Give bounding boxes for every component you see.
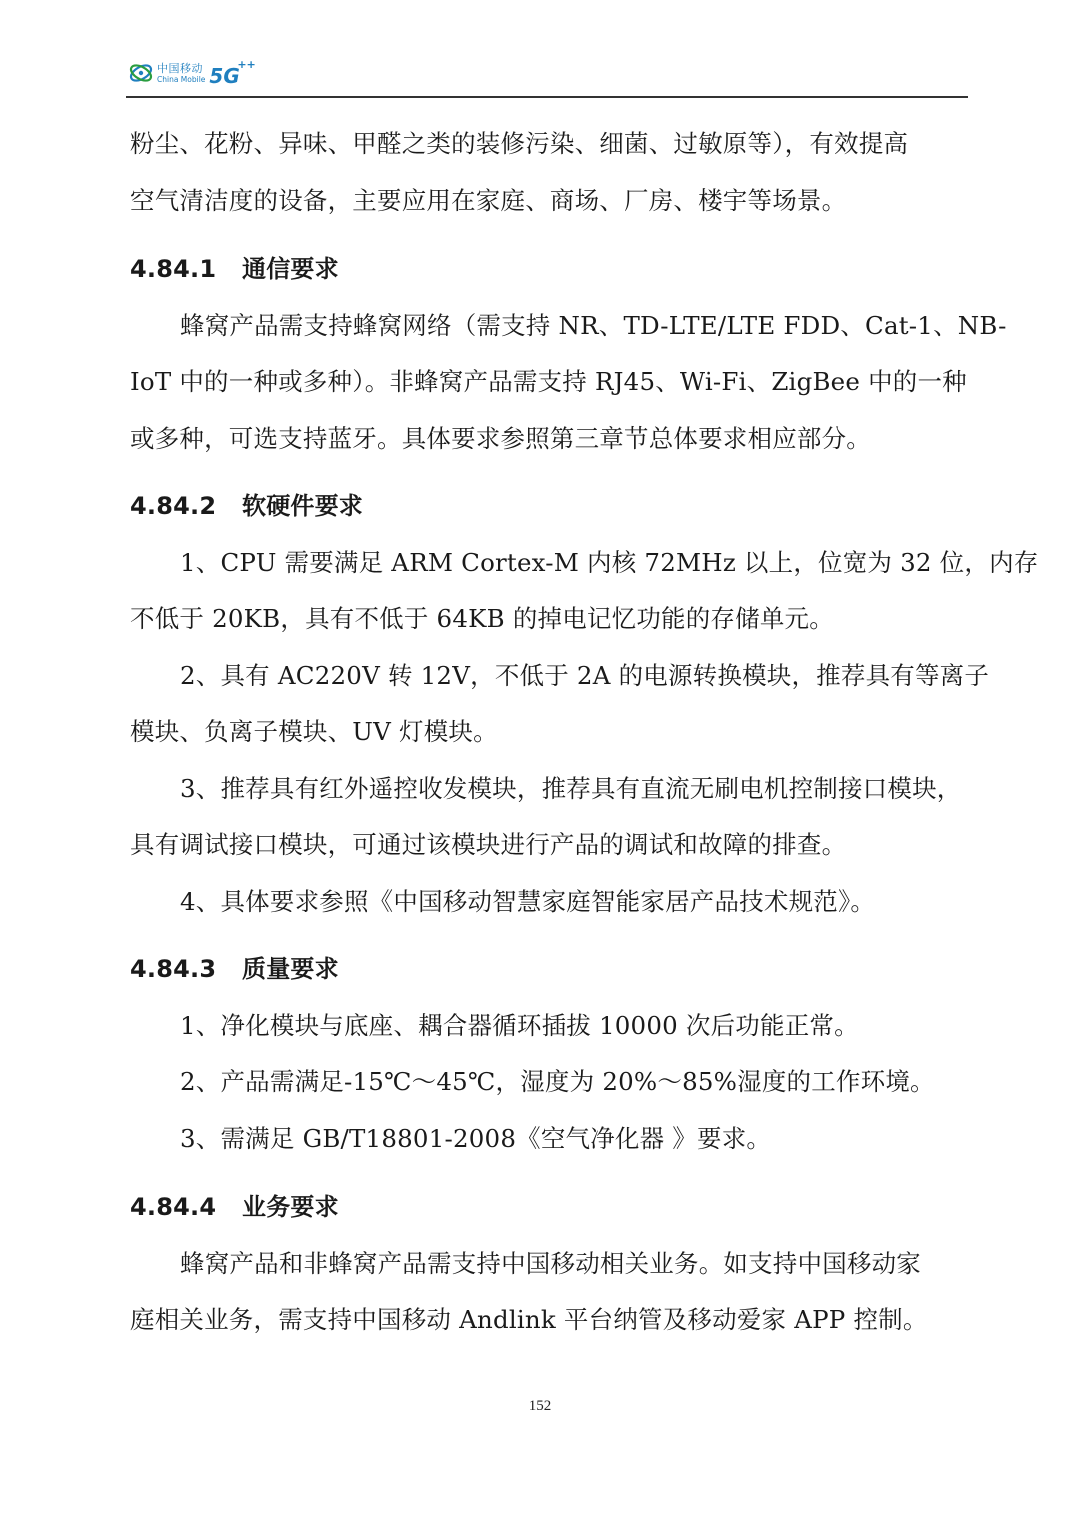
list-item-line: 不低于 20KB，具有不低于 64KB 的掉电记忆功能的存储单元。 <box>130 604 834 633</box>
logo-english-name: China Mobile <box>157 75 206 84</box>
page-number: 152 <box>528 1398 552 1414</box>
section-number: 4.84.1 <box>130 255 217 283</box>
section-heading-business <box>130 1195 339 1219</box>
section-title: 通信要求 <box>242 255 339 283</box>
paragraph-line: 蜂窝产品需支持蜂窝网络（需支持 NR、TD-LTE/LTE FDD、Cat-1、NB- <box>180 311 1007 340</box>
list-item-line: 具有调试接口模块，可通过该模块进行产品的调试和故障的排查。 <box>130 830 847 859</box>
section-number: 4.84.4 <box>130 1193 217 1221</box>
section-number: 4.84.3 <box>130 955 217 983</box>
paragraph-line: 庭相关业务，需支持中国移动 Andlink 平台纳管及移动爱家 APP 控制。 <box>130 1305 928 1334</box>
list-item-line: 2、产品需满足-15℃～45℃，湿度为 20%～85%湿度的工作环境。 <box>180 1067 935 1096</box>
paragraph-line: 蜂窝产品和非蜂窝产品需支持中国移动相关业务。如支持中国移动家 <box>180 1249 921 1278</box>
section-title: 质量要求 <box>242 955 339 983</box>
section-title: 业务要求 <box>242 1193 339 1221</box>
logo-chinese-name: 中国移动 <box>157 62 203 75</box>
list-item-line: 1、CPU 需要满足 ARM Cortex-M 内核 72MHz 以上，位宽为 32 位，内存 <box>180 548 1039 577</box>
page-header <box>126 56 968 98</box>
list-item-line: 3、推荐具有红外遥控收发模块，推荐具有直流无刷电机控制接口模块， <box>180 774 962 803</box>
section-heading-quality <box>130 957 339 981</box>
section-heading-communication <box>130 257 339 281</box>
intro-line: 粉尘、花粉、异味、甲醛之类的装修污染、细菌、过敏原等），有效提高 <box>130 129 909 158</box>
china-mobile-logo <box>128 58 256 94</box>
5g-badge <box>209 58 256 88</box>
plus-icon: ++ <box>237 58 256 71</box>
paragraph-line: 或多种，可选支持蓝牙。具体要求参照第三章节总体要求相应部分。 <box>130 424 871 453</box>
list-item-line: 4、具体要求参照《中国移动智慧家庭智能家居产品技术规范》。 <box>180 887 876 916</box>
paragraph-line: IoT 中的一种或多种）。非蜂窝产品需支持 RJ45、Wi-Fi、ZigBee 中的一种 <box>130 367 967 396</box>
list-item-line: 2、具有 AC220V 转 12V，不低于 2A 的电源转换模块，推荐具有等离子 <box>180 661 990 690</box>
list-item-line: 1、净化模块与底座、耦合器循环插拔 10000 次后功能正常。 <box>180 1011 859 1040</box>
list-item-line: 3、需满足 GB/T18801-2008《空气净化器 》要求。 <box>180 1124 772 1153</box>
5g-label: 5G <box>209 64 240 88</box>
section-heading-hardware <box>130 494 363 518</box>
china-mobile-logo-icon <box>128 60 154 86</box>
section-number: 4.84.2 <box>130 492 217 520</box>
logo-text <box>157 60 205 84</box>
list-item-line: 模块、负离子模块、UV 灯模块。 <box>130 717 498 746</box>
section-title: 软硬件要求 <box>242 492 363 520</box>
intro-line: 空气清洁度的设备，主要应用在家庭、商场、厂房、楼宇等场景。 <box>130 186 847 215</box>
